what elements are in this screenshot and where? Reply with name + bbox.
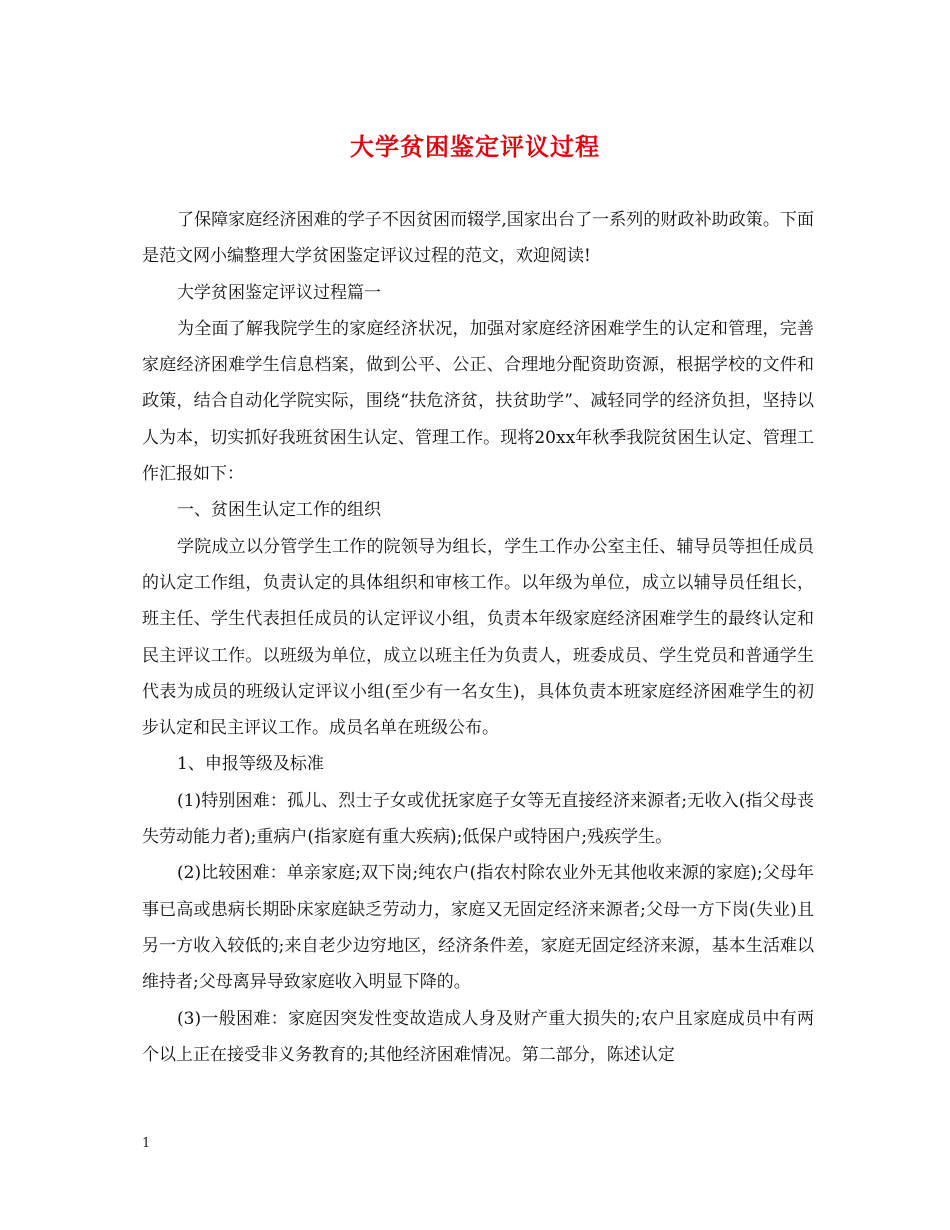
section-heading-organization: 一、贫困生认定工作的组织 (177, 500, 381, 521)
body-paragraph: 为全面了解我院学生的家庭经济状况，加强对家庭经济困难学生的认定和管理，完善家庭经济困难学生信息档案，做到公平、公正、合理地分配资助资源，根据学校的文件和政策，结合自动化学院实际，围绕“扶危济贫，扶贫助学”、减轻同学的经济负担，坚持以人为本，切实抓好我班贫困生认定、管理工作。现将20xx年秋季我院贫困生认定、管理工作汇报如下： (142, 318, 814, 485)
list-item-general-hardship: (3)一般困难：家庭因突发性变故造成人身及财产重大损失的;农户且家庭成员中有两个以上正在接受非义务教育的;其他经济困难情况。第二部分，陈述认定 (142, 1008, 814, 1065)
document-title: 大学贫困鉴定评议过程 (350, 132, 600, 161)
body-paragraph: 学院成立以分管学生工作的院领导为组长，学生工作办公室主任、辅导员等担任成员的认定工作组，负责认定的具体组织和审核工作。以年级为单位，成立以辅导员任组长，班主任、学生代表担任成员的认定评议小组，负责本年级家庭经济困难学生的最终认定和民主评议工作。以班级为单位，成立以班主任为负责人，班委成员、学生党员和普通学生代表为成员的班级认定评议小组(至少有一名女生)，具体负责本班家庭经济困难学生的初步认定和民主评议工作。成员名单在班级公布。 (142, 536, 814, 739)
subsection-heading-levels: 1、申报等级及标准 (177, 754, 324, 775)
list-item-relative-hardship: (2)比较困难：单亲家庭;双下岗;纯农户(指农村除农业外无其他收来源的家庭);父母年事已高或患病长期卧床家庭缺乏劳动力，家庭又无固定经济来源者;父母一方下岗(失业)且另一方收入较低的;来自老少边穷地区，经济条件差，家庭无固定经济来源，基本生活难以维持者;父母离异导致家庭收入明显下降的。 (142, 863, 814, 993)
page-number: 1 (142, 1136, 151, 1151)
section-heading-part-one: 大学贫困鉴定评议过程篇一 (177, 282, 381, 303)
list-item-special-hardship: (1)特别困难：孤儿、烈士子女或优抚家庭子女等无直接经济来源者;无收入(指父母丧失劳动能力者);重病户(指家庭有重大疾病);低保户或特困户;残疾学生。 (142, 790, 814, 848)
document-body (142, 202, 814, 1073)
intro-paragraph: 了保障家庭经济困难的学子不因贫困而辍学,国家出台了一系列的财政补助政策。下面是范文网小编整理大学贫困鉴定评议过程的范文，欢迎阅读! (142, 210, 814, 267)
